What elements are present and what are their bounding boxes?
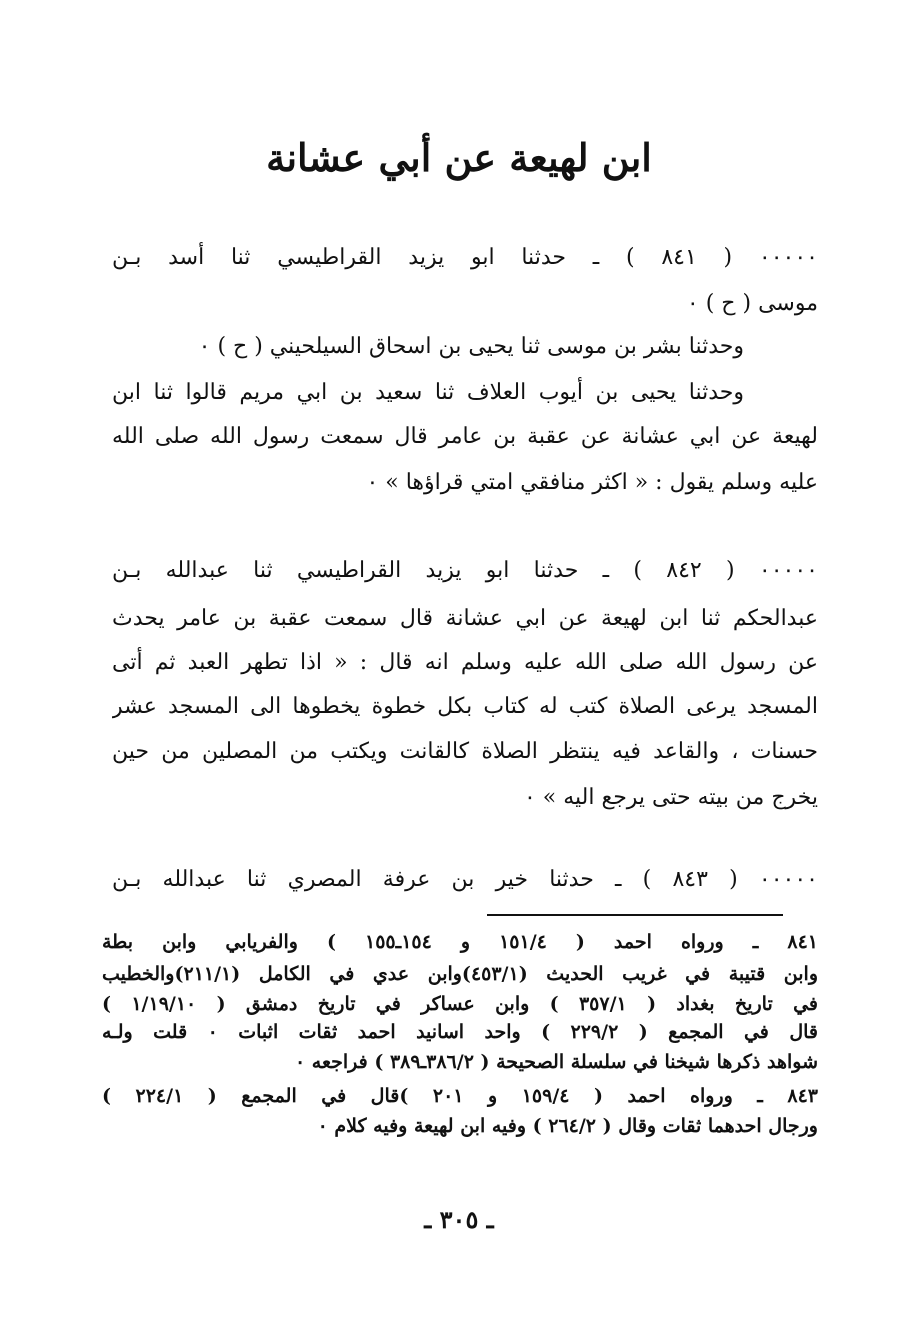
footnote-line: قال في المجمع ( ٢٢٩/٢ ) واحد اسانيد احمد ثقات اثبات ٠ قلت ولـه [102, 1021, 818, 1043]
hadith-841-line: موسى ( ح ) ٠ [686, 291, 818, 316]
hadith-842-line: عن رسول الله صلى الله عليه وسلم انه قال : « اذا تطهر العبد ثم أتى [112, 650, 818, 675]
hadith-842-line: عبدالحكم ثنا ابن لهيعة عن ابي عشانة قال سمعت عقبة بن عامر يحدث [112, 606, 818, 631]
footnote-line: ٨٤٣ ـ ورواه احمد ( ١٥٩/٤ و ٢٠١ )قال في المجمع ( ٢٢٤/١ ) [102, 1085, 818, 1107]
hadith-842-line: يخرج من بيته حتى يرجع اليه » ٠ [523, 785, 818, 810]
footnote-separator [487, 914, 783, 916]
hadith-843-line: ٠٠٠٠٠ ( ٨٤٣ ) ـ حدثنا خير بن عرفة المصري ثنا عبدالله بـن [112, 867, 818, 892]
footnote-line: في تاريخ بغداد ( ٣٥٧/١ ) وابن عساكر في تاريخ دمشق ( ١/١٩/١٠ ) [102, 993, 818, 1015]
hadith-841-line: وحدثنا يحيى بن أيوب العلاف ثنا سعيد بن ابي مريم قالوا ثنا ابن [112, 380, 744, 405]
footnote-line: وابن قتيبة في غريب الحديث (٤٥٣/١)وابن عدي في الكامل (٢١١/١)والخطيب [102, 963, 818, 985]
hadith-842-line: المسجد يرعى الصلاة كتب له كتاب بكل خطوة يخطوها الى المسجد عشر [112, 694, 818, 719]
footnote-line: شواهد ذكرها شيخنا في سلسلة الصحيحة ( ٣٨٦/٢ـ٣٨٩ ) فراجعه ٠ [294, 1051, 818, 1073]
page-title: ابن لهيعة عن أبي عشانة [266, 135, 652, 180]
hadith-842-line: ٠٠٠٠٠ ( ٨٤٢ ) ـ حدثنا ابو يزيد القراطيسي ثنا عبدالله بـن [112, 558, 818, 583]
hadith-841-line: وحدثنا بشر بن موسى ثنا يحيى بن اسحاق السيلحيني ( ح ) ٠ [198, 334, 744, 359]
hadith-841-line: عليه وسلم يقول : « اكثر منافقي امتي قراؤها » ٠ [366, 470, 818, 495]
footnote-line: ورجال احدهما ثقات وقال ( ٢٦٤/٢ ) وفيه ابن لهيعة وفيه كلام ٠ [317, 1115, 818, 1137]
hadith-841-line: ٠٠٠٠٠ ( ٨٤١ ) ـ حدثنا ابو يزيد القراطيسي ثنا أسد بـن [112, 245, 818, 270]
footnote-line: ٨٤١ ـ ورواه احمد ( ١٥١/٤ و ١٥٤ـ١٥٥ ) والفريابي وابن بطة [102, 931, 818, 953]
page-number: ـ ٣٠٥ ـ [424, 1205, 494, 1234]
hadith-841-line: لهيعة عن ابي عشانة عن عقبة بن عامر قال سمعت رسول الله صلى الله [112, 424, 818, 449]
hadith-842-line: حسنات ، والقاعد فيه ينتظر الصلاة كالقانت ويكتب من المصلين من حين [112, 739, 818, 764]
